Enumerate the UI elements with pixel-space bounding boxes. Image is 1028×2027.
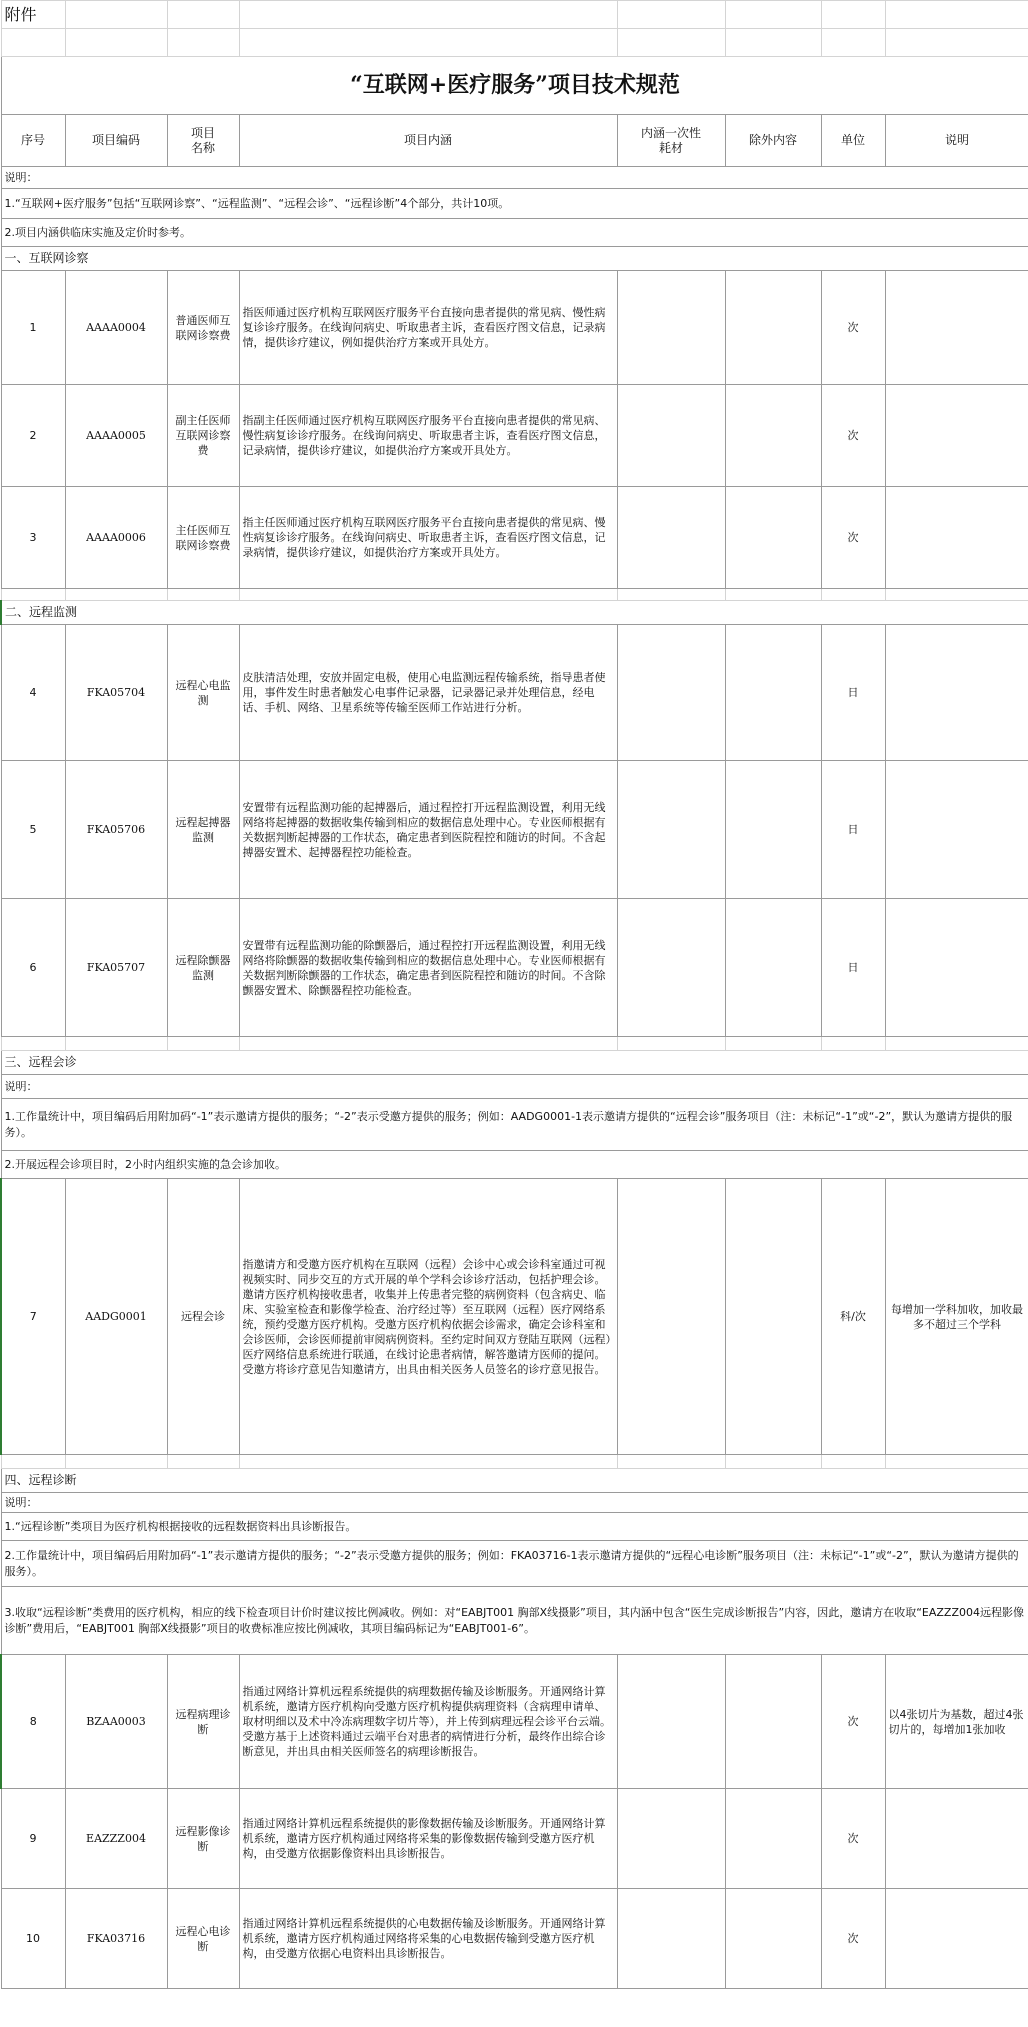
row-note	[885, 487, 1028, 589]
table-row	[1, 1789, 1028, 1889]
row-content: 指副主任医师通过医疗机构互联网医疗服务平台直接向患者提供的常见病、慢性病复诊诊疗服务。在线询问病史、听取患者主诉，查看医疗图文信息，记录病情，提供诊疗建议，如提供治疗方案或开具处方。	[239, 385, 617, 487]
header-code: 项目编码	[65, 115, 167, 167]
header-name: 项目 名称	[167, 115, 239, 167]
row-name: 远程除颤器监测	[167, 899, 239, 1037]
table-row	[1, 271, 1028, 385]
row-code: AAAA0006	[65, 487, 167, 589]
row-no: 3	[1, 487, 65, 589]
row-unit: 次	[821, 1889, 885, 1989]
section-note-2: 2.开展远程会诊项目时，2小时内组织实施的急会诊加收。	[1, 1151, 1028, 1179]
row-code: AAAA0005	[65, 385, 167, 487]
table-row	[1, 899, 1028, 1037]
row-content: 指邀请方和受邀方医疗机构在互联网（远程）会诊中心或会诊科室通过可视视频实时、同步交互的方式开展的单个学科会诊诊疗活动，包括护理会诊。邀请方医疗机构接收患者，收集并上传患者完整的病例资料（包含病史、临床、实验室检查和影像学检查、治疗经过等）至互联网（远程）医疗网络系统，预约受邀方医疗机构。受邀方医疗机构依据会诊需求，确定会诊科室和会诊医师，会诊医师提前审阅病例资料。至约定时间双方登陆互联网（远程）医疗网络信息系统进行联通，在线讨论患者病情，解答邀请方医师的提问。受邀方将诊疗意见告知邀请方，出具由相关医务人员签名的诊疗意见报告。	[239, 1179, 617, 1455]
attachment-label: 附件	[1, 1, 65, 29]
row-no: 4	[1, 625, 65, 761]
row-content: 安置带有远程监测功能的起搏器后，通过程控打开远程监测设置，利用无线网络将起搏器的数据收集传输到相应的数据信息处理中心。专业医师根据有关数据判断起搏器的工作状态，确定患者到医院程控和随访的时间。不含起搏器安置术、起搏器程控功能检查。	[239, 761, 617, 899]
row-unit: 次	[821, 385, 885, 487]
table-row	[1, 1889, 1028, 1989]
table-row	[1, 487, 1028, 589]
row-no: 8	[1, 1655, 65, 1789]
row-no: 6	[1, 899, 65, 1037]
general-note-1: 1.“互联网+医疗服务”包括“互联网诊察”、“远程监测”、“远程会诊”、“远程诊断”4个部分，共计10项。	[1, 189, 1028, 219]
header-content: 项目内涵	[239, 115, 617, 167]
row-content: 指通过网络计算机远程系统提供的心电数据传输及诊断服务。开通网络计算机系统，邀请方医疗机构通过网络将采集的心电数据传输到受邀方医疗机构，由受邀方依据心电资料出具诊断报告。	[239, 1889, 617, 1989]
row-content: 指通过网络计算机远程系统提供的影像数据传输及诊断服务。开通网络计算机系统，邀请方医疗机构通过网络将采集的影像数据传输到受邀方医疗机构，由受邀方依据影像资料出具诊断报告。	[239, 1789, 617, 1889]
section-note-1: 1.“远程诊断”类项目为医疗机构根据接收的远程数据资料出具诊断报告。	[1, 1513, 1028, 1541]
row-note	[885, 385, 1028, 487]
row-note	[885, 1889, 1028, 1989]
row-note	[885, 271, 1028, 385]
section-note-1: 1.工作量统计中，项目编码后用附加码“-1”表示邀请方提供的服务；“-2”表示受邀方提供的服务；例如：AADG0001-1表示邀请方提供的“远程会诊”服务项目（注：未标记“-1”或“-2”，默认为邀请方提供的服务）。	[1, 1099, 1028, 1151]
row-unit: 次	[821, 271, 885, 385]
header-no: 序号	[1, 115, 65, 167]
row-content: 安置带有远程监测功能的除颤器后，通过程控打开远程监测设置，利用无线网络将除颤器的数据收集传输到相应的数据信息处理中心。专业医师根据有关数据判断除颤器的工作状态，确定患者到医院程控和随访的时间。不含除颤器安置术、除颤器程控功能检查。	[239, 899, 617, 1037]
row-name: 远程心电监测	[167, 625, 239, 761]
row-unit: 次	[821, 1789, 885, 1889]
table-row	[1, 625, 1028, 761]
row-unit: 科/次	[821, 1179, 885, 1455]
row-name: 副主任医师互联网诊察费	[167, 385, 239, 487]
row-code: BZAA0003	[65, 1655, 167, 1789]
section-title: 四、远程诊断	[1, 1469, 1028, 1493]
section-note-3: 3.收取“远程诊断”类费用的医疗机构，相应的线下检查项目计价时建议按比例减收。例如：对“EABJT001 胸部X线摄影”项目，其内涵中包含“医生完成诊断报告”内容，因此，邀请方在收取“EAZZZ004远程影像诊断”费用后，“EABJT001 胸部X线摄影”项目的收费标准应按比例减收，其项目编码标记为“EABJT001-6”。	[1, 1587, 1028, 1655]
row-name: 远程会诊	[167, 1179, 239, 1455]
row-note	[885, 761, 1028, 899]
row-content: 指通过网络计算机远程系统提供的病理数据传输及诊断服务。开通网络计算机系统，邀请方医疗机构向受邀方医疗机构提供病理资料（含病理申请单、取材明细以及术中冷冻病理数字切片等），并上传到病理远程会诊平台云端。受邀方基于上述资料通过云端平台对患者的病情进行分析，最终作出综合诊断意见，并出具由相关医师签名的病理诊断报告。	[239, 1655, 617, 1789]
row-no: 10	[1, 1889, 65, 1989]
row-no: 9	[1, 1789, 65, 1889]
general-note-2: 2.项目内涵供临床实施及定价时参考。	[1, 219, 1028, 247]
table-row	[1, 385, 1028, 487]
row-code: FKA05704	[65, 625, 167, 761]
row-unit: 次	[821, 487, 885, 589]
section-notes-label: 说明：	[1, 1075, 1028, 1099]
row-note: 以4张切片为基数，超过4张切片的，每增加1张加收	[885, 1655, 1028, 1789]
row-name: 主任医师互联网诊察费	[167, 487, 239, 589]
header-consumables: 内涵一次性 耗材	[617, 115, 725, 167]
row-no: 2	[1, 385, 65, 487]
row-no: 7	[1, 1179, 65, 1455]
row-code: FKA05706	[65, 761, 167, 899]
section-note-2: 2.工作量统计中，项目编码后用附加码“-1”表示邀请方提供的服务；“-2”表示受邀方提供的服务；例如：FKA03716-1表示邀请方提供的“远程心电诊断”服务项目（注：未标记“-1”或“-2”，默认为邀请方提供的服务）。	[1, 1541, 1028, 1587]
row-no: 1	[1, 271, 65, 385]
row-code: AADG0001	[65, 1179, 167, 1455]
table-row	[1, 1655, 1028, 1789]
row-content: 皮肤清洁处理，安放并固定电极，使用心电监测远程传输系统，指导患者使用，事件发生时患者触发心电事件记录器，记录器记录并处理信息，经电话、手机、网络、卫星系统等传输至医师工作站进行分析。	[239, 625, 617, 761]
row-no: 5	[1, 761, 65, 899]
row-unit: 次	[821, 1655, 885, 1789]
table-row	[1, 761, 1028, 899]
table-row	[1, 1179, 1028, 1455]
header-exclusions: 除外内容	[725, 115, 821, 167]
section-notes-label: 说明：	[1, 1493, 1028, 1513]
row-note	[885, 625, 1028, 761]
row-name: 普通医师互联网诊察费	[167, 271, 239, 385]
row-unit: 日	[821, 899, 885, 1037]
row-name: 远程病理诊断	[167, 1655, 239, 1789]
section-title: 二、远程监测	[1, 601, 1028, 625]
row-content: 指主任医师通过医疗机构互联网医疗服务平台直接向患者提供的常见病、慢性病复诊诊疗服务。在线询问病史、听取患者主诉，查看医疗图文信息，记录病情，提供诊疗建议，如提供治疗方案或开具处方。	[239, 487, 617, 589]
row-code: AAAA0004	[65, 271, 167, 385]
section-title: 三、远程会诊	[1, 1051, 1028, 1075]
row-note: 每增加一学科加收，加收最多不超过三个学科	[885, 1179, 1028, 1455]
page-title: “互联网+医疗服务”项目技术规范	[1, 57, 1028, 115]
row-unit: 日	[821, 625, 885, 761]
row-code: FKA05707	[65, 899, 167, 1037]
header-note: 说明	[885, 115, 1028, 167]
general-notes-label: 说明：	[1, 167, 1028, 189]
row-code: EAZZZ004	[65, 1789, 167, 1889]
section-title: 一、互联网诊察	[1, 247, 1028, 271]
row-note	[885, 1789, 1028, 1889]
row-unit: 日	[821, 761, 885, 899]
row-note	[885, 899, 1028, 1037]
row-content: 指医师通过医疗机构互联网医疗服务平台直接向患者提供的常见病、慢性病复诊诊疗服务。在线询问病史、听取患者主诉，查看医疗图文信息，记录病情，提供诊疗建议，例如提供治疗方案或开具处方。	[239, 271, 617, 385]
row-code: FKA03716	[65, 1889, 167, 1989]
row-name: 远程起搏器监测	[167, 761, 239, 899]
row-name: 远程心电诊断	[167, 1889, 239, 1989]
row-name: 远程影像诊断	[167, 1789, 239, 1889]
header-unit: 单位	[821, 115, 885, 167]
